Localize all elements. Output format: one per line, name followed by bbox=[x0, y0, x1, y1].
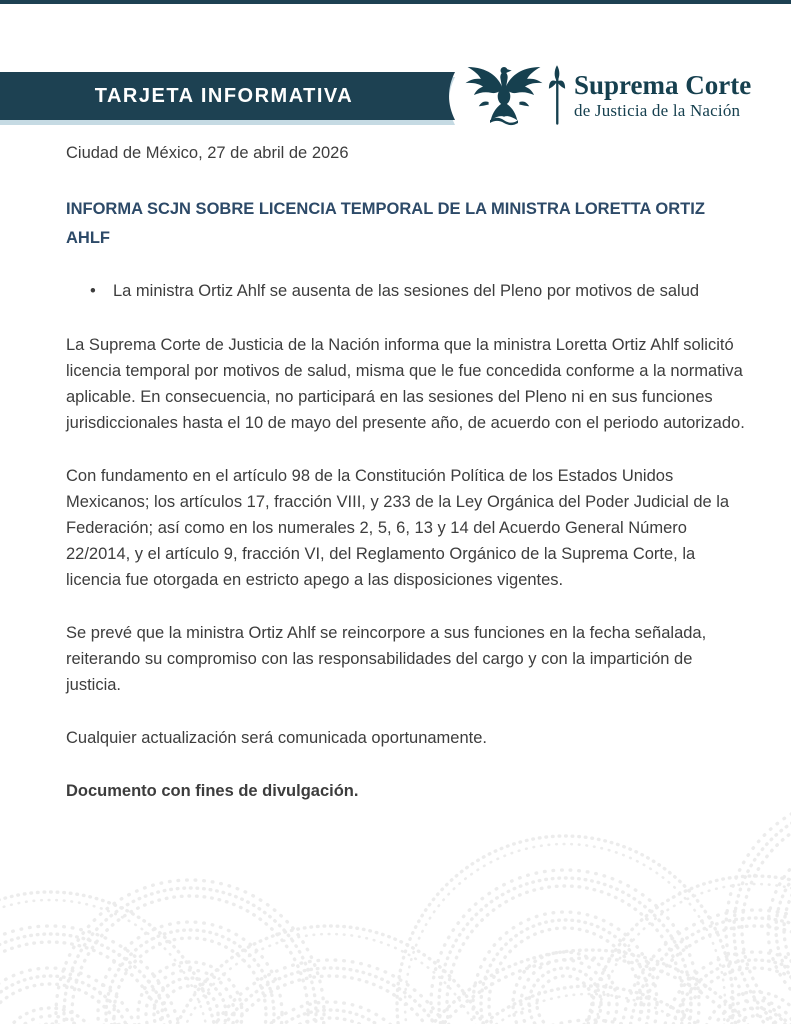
scjn-logo-wordmark bbox=[574, 69, 752, 120]
paragraph-3: Se prevé que la ministra Ortiz Ahlf se reincorpore a sus funciones en la fecha señalada, reiterando su compromiso con las responsabilidades del cargo y con la impartición de justicia. bbox=[66, 624, 707, 694]
paragraph-2: Con fundamento en el artículo 98 de la Constitución Política de los Estados Unidos Mexicanos; los artículos 17, fracción VIII, y 233 de la Ley Orgánica del Poder Judicial de la Federación; así como en los numerales 2, 5, 6, 13 y 14 del Acuerdo General Número 22/2014, y el artículo 9, fracción VI, del Reglamento Orgánico de la Suprema Corte, la licencia fue otorgada en estricto apego a las disposiciones vigentes. bbox=[66, 467, 730, 589]
bullet-item bbox=[66, 278, 746, 304]
dateline: Ciudad de México, 27 de abril de 2026 bbox=[66, 144, 349, 162]
headline: INFORMA SCJN SOBRE LICENCIA TEMPORAL DE LA MINISTRA LORETTA ORTIZ AHLF bbox=[66, 200, 705, 247]
top-rule bbox=[0, 0, 791, 4]
scjn-eagle-icon bbox=[462, 59, 546, 131]
logo-line1: Suprema Corte bbox=[574, 69, 752, 100]
scjn-logo bbox=[462, 58, 762, 132]
banner-title: TARJETA INFORMATIVA bbox=[94, 84, 354, 107]
footer-note: Documento con fines de divulgación. bbox=[66, 782, 359, 800]
scjn-staff-icon bbox=[548, 60, 566, 130]
paragraph-1: La Suprema Corte de Justicia de la Nación informa que la ministra Loretta Ortiz Ahlf solicitó licencia temporal por motivos de salud, misma que le fue concedida conforme a la normativa aplicable. En consecuencia, no participará en las sesiones del Pleno ni en sus funciones jurisdiccionales hasta el 10 de mayo del presente año, de acuerdo con el periodo autorizado. bbox=[66, 336, 745, 432]
paragraph-4: Cualquier actualización será comunicada oportunamente. bbox=[66, 729, 487, 747]
document-body bbox=[66, 140, 746, 804]
bullet-text: La ministra Ortiz Ahlf se ausenta de las sesiones del Pleno por motivos de salud bbox=[113, 282, 700, 300]
bullet-marker: • bbox=[90, 282, 96, 300]
logo-line2: de Justicia de la Nación bbox=[574, 100, 741, 120]
